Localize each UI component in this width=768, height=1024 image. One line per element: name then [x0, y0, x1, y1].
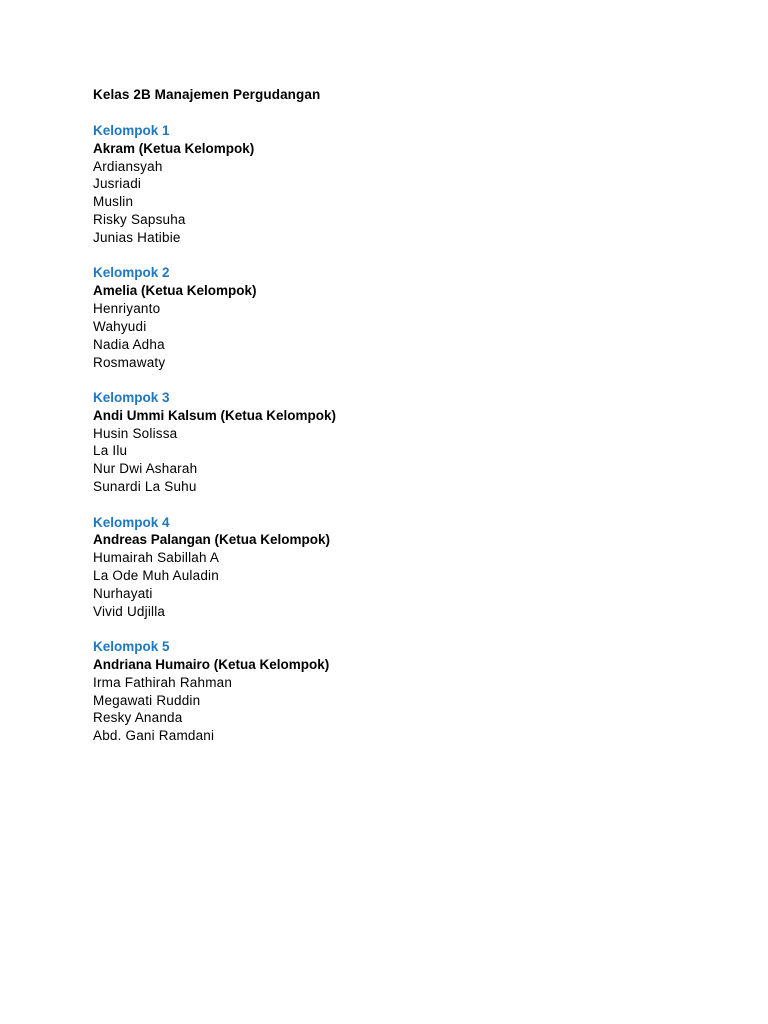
member-list — [93, 300, 693, 371]
group-heading: Kelompok 4 — [93, 514, 170, 530]
group-leader: Andreas Palangan (Ketua Kelompok) — [93, 532, 331, 548]
group-leader: Akram (Ketua Kelompok) — [93, 140, 255, 156]
member-name: Nadia Adha — [93, 336, 165, 352]
group-section-1 — [93, 122, 693, 247]
member-name: Nur Dwi Asharah — [93, 461, 198, 477]
member-name: Humairah Sabillah A — [93, 550, 220, 566]
group-section-2 — [93, 264, 693, 371]
member-name: Nurhayati — [93, 585, 153, 601]
member-name: Resky Ananda — [93, 710, 183, 726]
member-name: Megawati Ruddin — [93, 692, 201, 708]
member-name: Henriyanto — [93, 301, 161, 316]
document-title: Kelas 2B Manajemen Pergudangan — [93, 87, 321, 102]
member-name: Husin Solissa — [93, 425, 178, 441]
member-name: Wahyudi — [93, 318, 147, 334]
member-list — [93, 674, 693, 745]
group-section-4 — [93, 514, 693, 621]
member-name: Risky Sapsuha — [93, 212, 186, 228]
member-name: La Ilu — [93, 443, 128, 459]
group-leader: Amelia (Ketua Kelompok) — [93, 283, 257, 299]
group-heading: Kelompok 1 — [93, 123, 170, 138]
group-heading: Kelompok 2 — [93, 265, 170, 281]
member-name: Rosmawaty — [93, 354, 166, 370]
group-heading: Kelompok 5 — [93, 639, 170, 655]
member-name: La Ode Muh Auladin — [93, 567, 219, 583]
member-name: Junias Hatibie — [93, 229, 181, 245]
member-name: Irma Fathirah Rahman — [93, 674, 233, 690]
group-section-5 — [93, 638, 693, 745]
group-section-3 — [93, 389, 693, 496]
group-heading: Kelompok 3 — [93, 389, 170, 405]
member-name: Abd. Gani Ramdani — [93, 728, 215, 744]
group-list — [93, 122, 693, 745]
group-leader: Andriana Humairo (Ketua Kelompok) — [93, 656, 330, 672]
member-list — [93, 549, 693, 620]
member-list — [93, 158, 693, 247]
document-page — [93, 86, 693, 763]
member-name: Jusriadi — [93, 176, 142, 192]
member-name: Muslin — [93, 194, 134, 210]
member-name: Ardiansyah — [93, 158, 163, 174]
member-name: Sunardi La Suhu — [93, 479, 197, 495]
member-name: Vivid Udjilla — [93, 603, 166, 619]
group-leader: Andi Ummi Kalsum (Ketua Kelompok) — [93, 407, 337, 423]
member-list — [93, 425, 693, 496]
